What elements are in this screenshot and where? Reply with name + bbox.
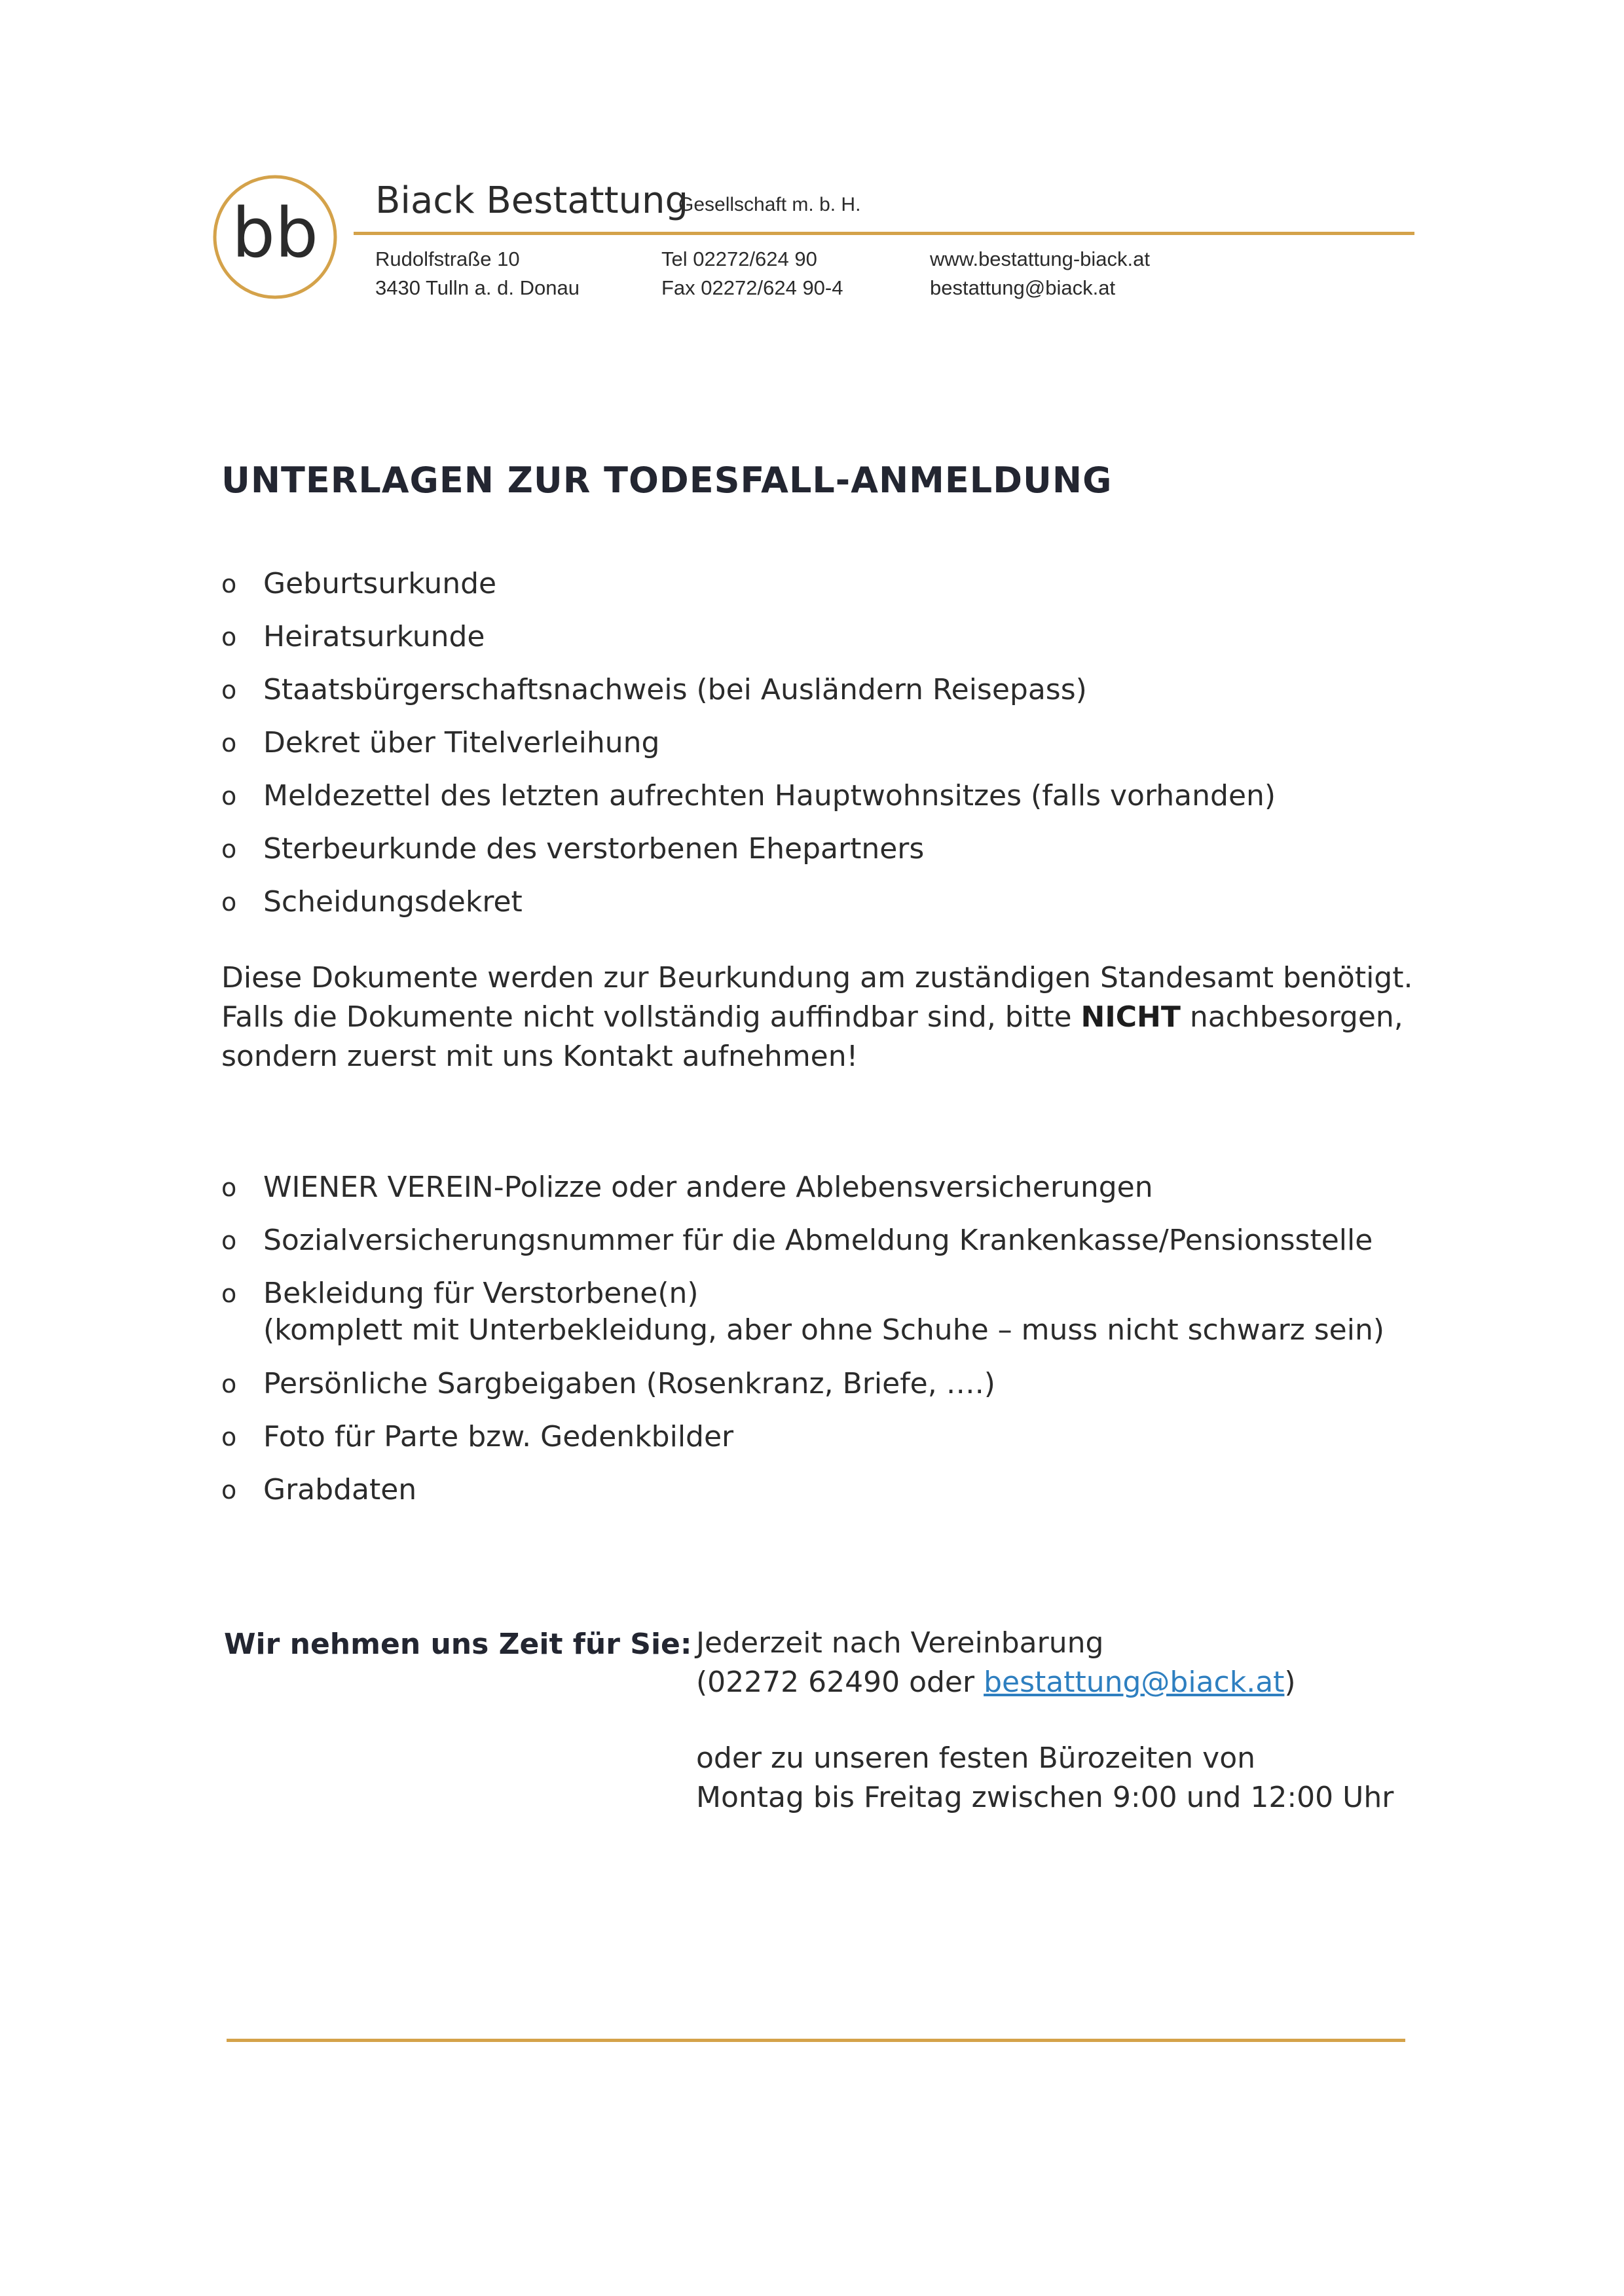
email: bestattung@biack.at <box>930 276 1116 299</box>
document-list-item-label: Sterbeurkunde des verstorbenen Ehepartners <box>263 832 925 866</box>
document-list-item-label: Scheidungsdekret <box>263 885 523 919</box>
contact-availability <box>696 1624 1296 1702</box>
address-block <box>375 245 580 302</box>
header-divider <box>354 232 1414 235</box>
document-list-item-label: Geburtsurkunde <box>263 567 497 600</box>
additional-list-item-label: Sozialversicherungsnummer für die Abmeldung Krankenkasse/Pensionsstelle <box>263 1224 1373 1257</box>
bullet-icon: o <box>221 1173 237 1202</box>
contact-text: ) <box>1284 1666 1296 1699</box>
telephone: Tel 02272/624 90 <box>661 247 817 270</box>
notice-emphasis: NICHT <box>1080 1000 1181 1034</box>
bullet-icon: o <box>221 1279 237 1308</box>
bullet-icon: o <box>221 782 237 811</box>
bullet-icon: o <box>221 729 237 757</box>
office-hours-line: Montag bis Freitag zwischen 9:00 und 12:00 Uhr <box>696 1781 1394 1814</box>
city-address: 3430 Tulln a. d. Donau <box>375 276 580 299</box>
bullet-icon: o <box>221 835 237 864</box>
bullet-icon: o <box>221 1423 237 1451</box>
bullet-icon: o <box>221 1226 237 1255</box>
company-logo <box>210 172 341 302</box>
additional-list-item-label: Bekleidung für Verstorbene(n) <box>263 1277 699 1310</box>
document-list-item-label: Staatsbürgerschaftsnachweis (bei Ausländern Reisepass) <box>263 673 1087 706</box>
street-address: Rudolfstraße 10 <box>375 247 520 270</box>
bullet-icon: o <box>221 623 237 651</box>
contact-line <box>696 1663 1296 1702</box>
notice-line: Diese Dokumente werden zur Beurkundung am zuständigen Standesamt benötigt. <box>221 961 1413 994</box>
notice-line: sondern zuerst mit uns Kontakt aufnehmen! <box>221 1040 858 1073</box>
footer-divider <box>227 2039 1405 2042</box>
office-hours <box>696 1739 1393 1817</box>
bullet-icon: o <box>221 888 237 917</box>
contact-phone-text: (02272 62490 oder <box>696 1666 984 1699</box>
notice-text: nachbesorgen, <box>1180 1000 1403 1034</box>
bullet-icon: o <box>221 1476 237 1504</box>
additional-list-item-label: WIENER VEREIN-Polizze oder andere Ablebensversicherungen <box>263 1171 1153 1204</box>
contact-line: Jederzeit nach Vereinbarung <box>696 1626 1104 1660</box>
web-block <box>930 245 1150 302</box>
notice-text: Falls die Dokumente nicht vollständig auffindbar sind, bitte <box>221 1000 1081 1034</box>
notice-line <box>221 998 1433 1037</box>
website: www.bestattung-biack.at <box>930 247 1151 270</box>
bullet-icon: o <box>221 1370 237 1398</box>
company-legal-form: Gesellschaft m. b. H. <box>678 194 861 215</box>
logo-lettering: bb <box>231 193 319 273</box>
bullet-icon: o <box>221 570 237 598</box>
additional-list-item-label: Grabdaten <box>263 1473 417 1506</box>
additional-list-item-label: Persönliche Sargbeigaben (Rosenkranz, Briefe, ….) <box>263 1367 995 1400</box>
document-list-item-label: Dekret über Titelverleihung <box>263 726 660 759</box>
phone-block <box>661 245 843 302</box>
company-name: Biack Bestattung <box>375 179 689 222</box>
additional-list-item-label: Foto für Parte bzw. Gedenkbilder <box>263 1420 734 1453</box>
contact-label: Wir nehmen uns Zeit für Sie: <box>224 1628 692 1661</box>
document-title: UNTERLAGEN ZUR TODESFALL-ANMELDUNG <box>221 460 1113 501</box>
notice-paragraph <box>221 958 1433 1076</box>
bullet-icon: o <box>221 676 237 704</box>
document-list-item-label: Meldezettel des letzten aufrechten Hauptwohnsitzes (falls vorhanden) <box>263 779 1276 812</box>
additional-list-item-detail: (komplett mit Unterbekleidung, aber ohne Schuhe – muss nicht schwarz sein) <box>263 1313 1385 1347</box>
contact-email-link[interactable]: bestattung@biack.at <box>984 1666 1285 1699</box>
office-hours-line: oder zu unseren festen Bürozeiten von <box>696 1741 1256 1775</box>
document-list-item-label: Heiratsurkunde <box>263 620 485 653</box>
fax: Fax 02272/624 90-4 <box>661 276 843 299</box>
